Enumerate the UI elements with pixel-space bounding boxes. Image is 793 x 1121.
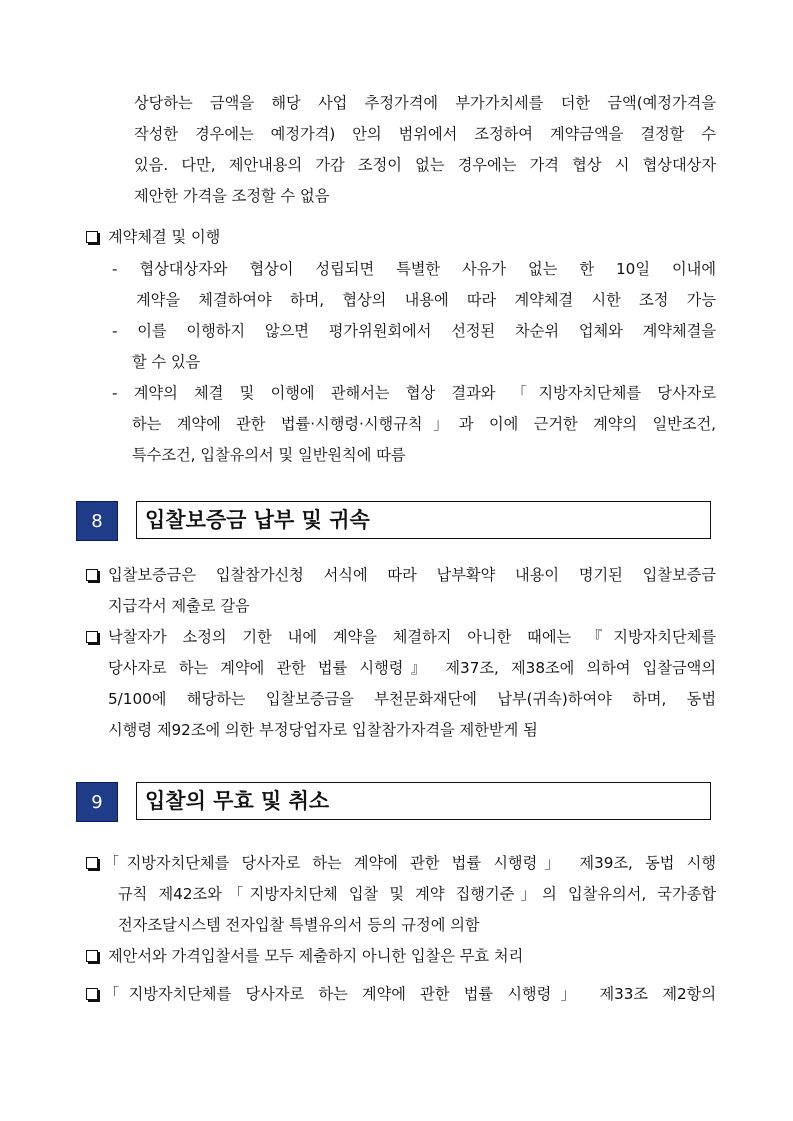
contract-item-line: 할 수 있음	[132, 353, 201, 371]
bullet-line: 지급각서 제출로 갈음	[108, 597, 250, 615]
section-header-8	[76, 501, 712, 541]
contract-item-line: - 계약의 체결 및 이행에 관해서는 협상 결과와 「지방자치단체를 당사자로	[112, 384, 716, 402]
contract-item-line: 특수조건, 입찰유의서 및 일반원칙에 따름	[132, 446, 406, 464]
bullet-line: 「지방자치단체를 당사자로 하는 계약에 관한 법률 시행령」 제33조 제2항의	[104, 985, 716, 1003]
contract-item-line: - 협상대상자와 협상이 성립되면 특별한 사유가 없는 한 10일 이내에	[112, 260, 716, 278]
bullet-line: 입찰보증금은 입찰참가신청 서식에 따라 납부확약 내용이 명기된 입찰보증금	[108, 566, 716, 584]
checkbox-bullet-icon	[86, 631, 98, 643]
paragraph-line: 상당하는 금액을 해당 사업 추정가격에 부가가치세를 더한 금액(예정가격을	[134, 94, 716, 112]
paragraph-line: 있음. 다만, 제안내용의 가감 조정이 없는 경우에는 가격 협상 시 협상대상자	[134, 156, 716, 174]
section-header-9	[76, 782, 712, 822]
contract-item-line: 계약을 체결하여야 하며, 협상의 내용에 따라 계약체결 시한 조정 가능	[136, 291, 716, 309]
checkbox-bullet-icon	[86, 231, 98, 243]
bullet-line: 낙찰자가 소정의 기한 내에 계약을 체결하지 아니한 때에는 『지방자치단체를	[108, 628, 716, 646]
bullet-line: 전자조달시스템 전자입찰 특별유의서 등의 규정에 의함	[118, 916, 480, 934]
bullet-line: 시행령 제92조에 의한 부정당업자로 입찰참가자격을 제한받게 됨	[108, 721, 538, 739]
contract-heading: 계약체결 및 이행	[108, 228, 221, 246]
checkbox-bullet-icon	[86, 988, 98, 1000]
section-title: 입찰보증금 납부 및 귀속	[136, 501, 711, 539]
bullet-line: 규칙 제42조와「지방자치단체 입찰 및 계약 집행기준」의 입찰유의서, 국가종합	[118, 885, 716, 903]
checkbox-bullet-icon	[86, 857, 98, 869]
bullet-line: 제안서와 가격입찰서를 모두 제출하지 아니한 입찰은 무효 처리	[108, 947, 524, 965]
section-title: 입찰의 무효 및 취소	[136, 782, 711, 820]
paragraph-line: 작성한 경우에는 예정가격) 안의 범위에서 조정하여 계약금액을 결정할 수	[134, 125, 716, 143]
checkbox-bullet-icon	[86, 569, 98, 581]
contract-item-line: 하는 계약에 관한 법률·시행령·시행규칙」과 이에 근거한 계약의 일반조건,	[132, 415, 716, 433]
section-number: 9	[76, 782, 118, 822]
section-number: 8	[76, 501, 118, 541]
paragraph-line: 제안한 가격을 조정할 수 없음	[134, 187, 330, 205]
bullet-line: 「지방자치단체를 당사자로 하는 계약에 관한 법률 시행령」 제39조, 동법 시행	[104, 854, 716, 872]
checkbox-bullet-icon	[86, 950, 98, 962]
bullet-line: 5/100에 해당하는 입찰보증금을 부천문화재단에 납부(귀속)하여야 하며, 동법	[108, 690, 716, 708]
bullet-line: 당사자로 하는 계약에 관한 법률 시행령』 제37조, 제38조에 의하여 입찰금액의	[108, 659, 716, 677]
contract-item-line: - 이를 이행하지 않으면 평가위원회에서 선정된 차순위 업체와 계약체결을	[112, 322, 716, 340]
